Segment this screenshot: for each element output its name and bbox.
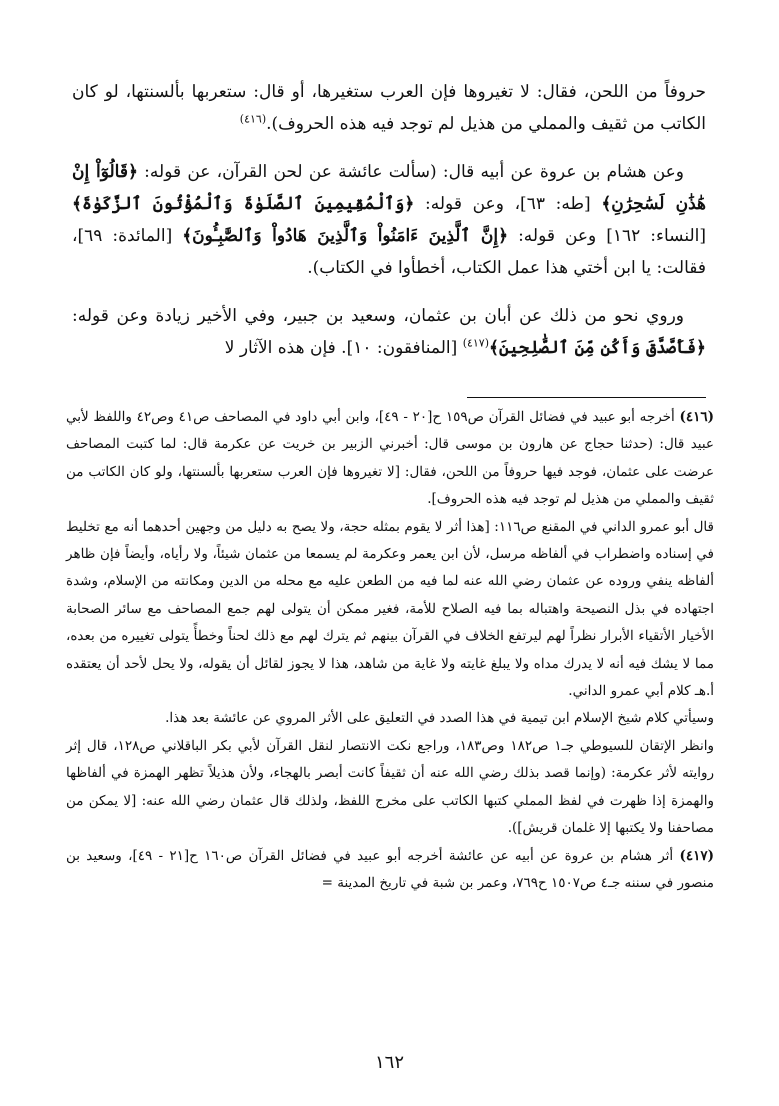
- page-number: ١٦٢: [374, 1052, 404, 1073]
- footnote-divider: [467, 397, 706, 398]
- footnote-417-text: أثر هشام بن عروة عن أبيه عن عائشة أخرجه أبو عبيد في فضائل القرآن ص١٦٠ ح[٢١ - ٤٩]، وسعيد بن منصور في سننه جـ٤ ص١٥٠٧ ح٧٦٩، وعمر بن شبة في تاريخ المدينة =: [66, 847, 714, 891]
- paragraph-2-text-d: [المائدة: ٦٩]، فقالت: يا ابن أختي هذا عمل الكتاب، أخطأوا في الكتاب).: [72, 226, 706, 278]
- paragraph-3-text-b: [المنافقون: ١٠]. فإن هذه الآثار لا: [224, 338, 458, 358]
- footnote-417-number: (٤١٧): [679, 847, 714, 864]
- footnote-416-number: (٤١٦): [679, 409, 714, 425]
- quran-verse-taha: ﴿قَالُوٓاْ إِنْ هَٰذَٰنِ لَسَٰحِرَٰنِ﴾: [72, 162, 707, 214]
- paragraph-2-text-c: [النساء: ١٦٢] وعن قوله:: [518, 226, 707, 246]
- footnote-416-quote-dani: قال أبو عمرو الداني في المقنع ص١١٦: [هذا أثر لا يقوم بمثله حجة، ولا يصح به دليل من وجهين أحدهما أنه مع تخليط في إسناده واضطراب في ألفاظه مرسل، لأن ابن يعمر وعكرمة لم يسمعا من عثمان شيئاً، ولا رأياه، وأيضاً فإن ظاهر ألفاظه ينفي وروده عن عثمان رضي الله عنه لما فيه من الطعن عليه مع محله من الدين ومكانته من الإسلام، وشدة اجتهاده في بذل النصيحة واهتباله بما فيه الصلاح للأمة، فغير ممكن أن يتولى لهم جمع المصاحف مع سائر الصحابة الأخيار الأتقياء الأبرار نظراً لهم ليرتفع الخلاف في القرآن بينهم ثم يترك لهم مع ذلك لحناً وخطأً يتولى تغييره من بعده، مما لا يشك فيه أنه لا يدرك مداه ولا يبلغ غايته ولا غاية من شاهد، هذا لا يجوز لقائل أن يقوله، ولا يحل لأحد أن يعتقده أ.هـ كلام أبي عمرو الداني.: [66, 518, 714, 700]
- quran-verse-munafiqun: ﴿فَأَصَّدَّقَ وَأَكُن مِّنَ ٱلصَّٰلِحِينَ﴾: [489, 338, 706, 358]
- footnote-416-ibn-taymiyya: وسيأتي كلام شيخ الإسلام ابن تيمية في هذا الصدد في التعليق على الأثر المروي عن عائشة بعد هذا.: [165, 710, 714, 727]
- paragraph-1: [72, 76, 706, 140]
- footnote-417: [66, 843, 714, 898]
- main-text: [72, 76, 706, 380]
- paragraph-3-text-a: وروي نحو من ذلك عن أبان بن عثمان، وسعيد بن جبير، وفي الأخير زيادة وعن قوله:: [72, 306, 684, 326]
- footnote-416-text-1: أخرجه أبو عبيد في فضائل القرآن ص١٥٩ ح[٢٠ - ٤٩]، وابن أبي داود في المصاحف ص٤١ وص٤٢ واللفظ لأبي عبيد قال: (حدثنا حجاج عن هارون بن موسى قال: أخبرني الزبير بن خريت عن عكرمة قال: لما كتبت المصاحف عرضت على عثمان، فوجد فيها حروفاً من اللحن، فقال: [لا تغيروها فإن العرب ستعربها بألسنتها، ولو كان الكاتب من ثقيف والمملي من هذيل لم توجد فيه هذه الحروف].: [66, 409, 714, 508]
- footnote-ref-416: (٤١٦): [239, 112, 267, 126]
- footnote-416-itqan: وانظر الإتقان للسيوطي جـ١ ص١٨٢ وص١٨٣، وراجع نكت الانتصار لنقل القرآن لأبي بكر الباقلاني ص١٢٨، قال إثر روايته لأثر عكرمة: (وإنما قصد بذلك رضي الله عنه أن ثقيفاً كانت أبصر بالهجاء، ولأن هذيلاً تظهر الهمزة في ألفاظها والهمزة إذا ظهرت في لفظ المملي كتبها الكاتب على مخرج اللفظ، ولذلك قال عثمان رضي الله عنه: [لا يمكن من مصاحفنا ولا يكتبها إلا غلمان قريش]).: [66, 737, 714, 837]
- paragraph-2: [72, 156, 706, 284]
- paragraph-2-text-a: وعن هشام بن عروة عن أبيه قال: (سألت عائشة عن لحن القرآن، عن قوله:: [144, 162, 684, 182]
- footnotes: [66, 404, 714, 897]
- footnote-416: [66, 404, 714, 514]
- quran-verse-nisa: ﴿وَٱلْمُقِيمِينَ ٱلصَّلَوٰةَ وَٱلْمُؤْتُونَ ٱلزَّكَوٰةَ﴾: [72, 194, 415, 214]
- paragraph-2-text-b: [طه: ٦٣]، وعن قوله:: [425, 194, 591, 214]
- paragraph-3: [72, 300, 706, 364]
- paragraph-1-text: حروفاً من اللحن، فقال: لا تغيروها فإن العرب ستغيرها، أو قال: ستعربها بألسنتها، لو كان الكاتب من ثقيف والمملي من هذيل لم توجد فيه هذه الحروف).: [72, 82, 706, 134]
- footnote-ref-417: (٤١٧): [462, 336, 490, 350]
- quran-verse-maidah: ﴿إِنَّ ٱلَّذِينَ ءَامَنُواْ وَٱلَّذِينَ هَادُواْ وَٱلصَّٰبِـُٔونَ﴾: [182, 226, 509, 246]
